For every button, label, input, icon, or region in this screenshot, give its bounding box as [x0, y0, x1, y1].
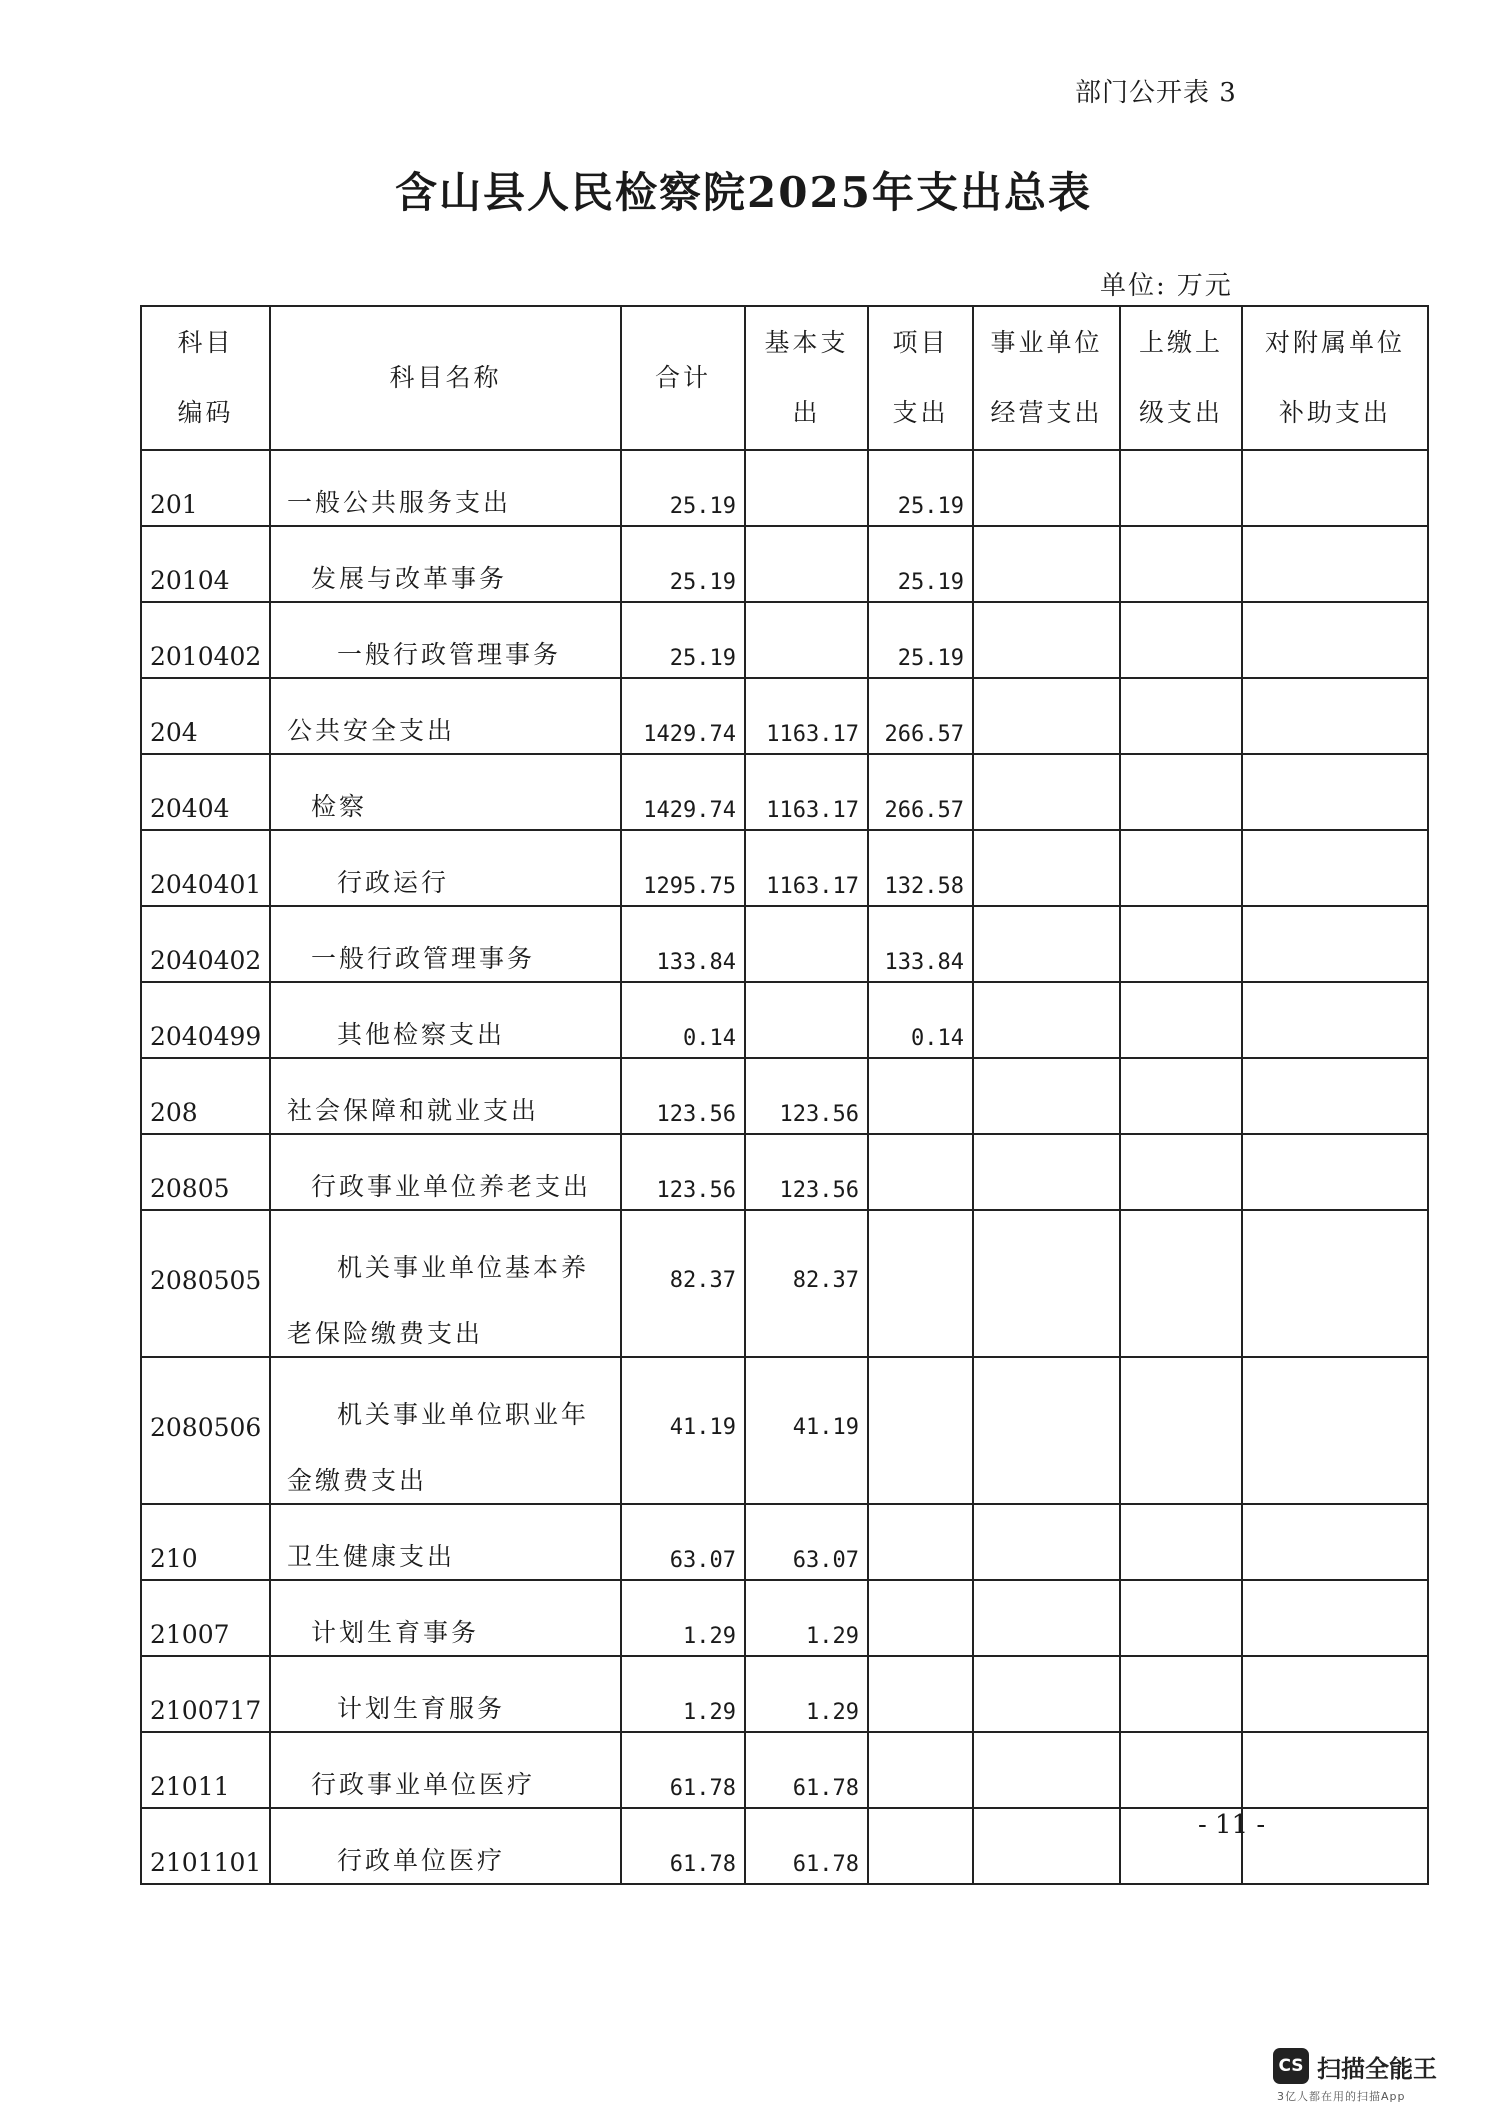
row-basic	[745, 526, 868, 602]
row-name: 公共安全支出	[270, 678, 621, 754]
row-code: 21011	[141, 1732, 270, 1808]
row-code: 210	[141, 1504, 270, 1580]
row-upper	[1120, 1210, 1242, 1357]
row-name: 其他检察支出	[270, 982, 621, 1058]
row-subsidy	[1242, 830, 1428, 906]
row-subsidy	[1242, 906, 1428, 982]
row-project	[868, 1058, 973, 1134]
row-business	[973, 1656, 1120, 1732]
table-row	[141, 1656, 1428, 1732]
row-total: 1295.75	[621, 830, 745, 906]
row-subsidy	[1242, 678, 1428, 754]
row-business	[973, 1580, 1120, 1656]
row-total: 1.29	[621, 1656, 745, 1732]
row-name: 发展与改革事务	[270, 526, 621, 602]
row-basic: 41.19	[745, 1357, 868, 1504]
document-title: 含山县人民检察院2025年支出总表	[395, 168, 1092, 217]
row-code: 2040401	[141, 830, 270, 906]
unit-caption: 单位:	[1100, 271, 1167, 301]
row-code: 20404	[141, 754, 270, 830]
table-header-row	[141, 306, 1428, 450]
row-total: 1429.74	[621, 754, 745, 830]
row-business	[973, 754, 1120, 830]
header-business: 事业单位 经营支出	[973, 306, 1120, 450]
table-row	[141, 450, 1428, 526]
row-project	[868, 1656, 973, 1732]
row-upper	[1120, 906, 1242, 982]
row-business	[973, 1504, 1120, 1580]
row-code: 2080505	[141, 1210, 270, 1357]
table-row	[141, 1732, 1428, 1808]
row-name: 计划生育事务	[270, 1580, 621, 1656]
row-total: 61.78	[621, 1808, 745, 1884]
row-total: 0.14	[621, 982, 745, 1058]
row-project	[868, 1808, 973, 1884]
row-business	[973, 602, 1120, 678]
row-business	[973, 1058, 1120, 1134]
row-basic: 82.37	[745, 1210, 868, 1357]
row-basic: 61.78	[745, 1808, 868, 1884]
row-business	[973, 1732, 1120, 1808]
row-business	[973, 982, 1120, 1058]
camscanner-logo-icon: CS	[1273, 2048, 1309, 2084]
header-subsidy: 对附属单位 补助支出	[1242, 306, 1428, 450]
row-project: 133.84	[868, 906, 973, 982]
row-subsidy	[1242, 1656, 1428, 1732]
table-row	[141, 982, 1428, 1058]
row-project	[868, 1580, 973, 1656]
row-upper	[1120, 1058, 1242, 1134]
row-name	[270, 1210, 621, 1357]
row-project	[868, 1732, 973, 1808]
row-code: 2100717	[141, 1656, 270, 1732]
row-name: 社会保障和就业支出	[270, 1058, 621, 1134]
row-subsidy	[1242, 982, 1428, 1058]
row-business	[973, 1134, 1120, 1210]
row-total: 1429.74	[621, 678, 745, 754]
row-subsidy	[1242, 526, 1428, 602]
row-code: 21007	[141, 1580, 270, 1656]
row-basic	[745, 602, 868, 678]
table-row	[141, 678, 1428, 754]
watermark-name: 扫描全能王	[1317, 2054, 1437, 2083]
page-number: - 11 -	[1198, 1810, 1266, 1840]
row-project: 266.57	[868, 678, 973, 754]
row-name-line1: 机关事业单位基本养	[337, 1253, 590, 1282]
row-total: 82.37	[621, 1210, 745, 1357]
row-upper	[1120, 830, 1242, 906]
header-basic: 基本支 出	[745, 306, 868, 450]
row-code: 2040402	[141, 906, 270, 982]
row-code: 20104	[141, 526, 270, 602]
row-subsidy	[1242, 754, 1428, 830]
row-basic: 61.78	[745, 1732, 868, 1808]
row-upper	[1120, 1504, 1242, 1580]
unit-label	[1100, 265, 1233, 302]
row-upper	[1120, 1732, 1242, 1808]
header-project: 项目 支出	[868, 306, 973, 450]
row-name-line1: 机关事业单位职业年	[337, 1400, 590, 1429]
row-subsidy	[1242, 450, 1428, 526]
row-code: 2010402	[141, 602, 270, 678]
row-subsidy	[1242, 1504, 1428, 1580]
row-name: 一般行政管理事务	[270, 906, 621, 982]
row-total: 123.56	[621, 1134, 745, 1210]
row-total: 1.29	[621, 1580, 745, 1656]
row-total: 133.84	[621, 906, 745, 982]
row-project	[868, 1504, 973, 1580]
document-form-label: 部门公开表 3	[1075, 78, 1237, 108]
table-row	[141, 526, 1428, 602]
row-upper	[1120, 1357, 1242, 1504]
unit-value: 万元	[1176, 271, 1233, 301]
row-business	[973, 450, 1120, 526]
row-total: 61.78	[621, 1732, 745, 1808]
table-row	[141, 1134, 1428, 1210]
row-project	[868, 1210, 973, 1357]
row-name: 行政单位医疗	[270, 1808, 621, 1884]
row-name: 一般公共服务支出	[270, 450, 621, 526]
row-basic	[745, 450, 868, 526]
row-project	[868, 1134, 973, 1210]
row-subsidy	[1242, 1357, 1428, 1504]
row-upper	[1120, 1134, 1242, 1210]
row-basic: 123.56	[745, 1134, 868, 1210]
row-name	[270, 1357, 621, 1504]
row-name: 卫生健康支出	[270, 1504, 621, 1580]
row-basic: 1163.17	[745, 678, 868, 754]
row-code: 2101101	[141, 1808, 270, 1884]
table-row	[141, 906, 1428, 982]
row-code: 208	[141, 1058, 270, 1134]
row-total: 63.07	[621, 1504, 745, 1580]
row-basic: 1163.17	[745, 754, 868, 830]
row-project: 25.19	[868, 450, 973, 526]
row-upper	[1120, 1656, 1242, 1732]
row-code: 2080506	[141, 1357, 270, 1504]
row-code: 2040499	[141, 982, 270, 1058]
row-total: 123.56	[621, 1058, 745, 1134]
header-code: 科目 编码	[141, 306, 270, 450]
row-upper	[1120, 526, 1242, 602]
row-upper	[1120, 754, 1242, 830]
row-name: 一般行政管理事务	[270, 602, 621, 678]
row-basic	[745, 982, 868, 1058]
row-subsidy	[1242, 1580, 1428, 1656]
row-name: 计划生育服务	[270, 1656, 621, 1732]
row-business	[973, 1210, 1120, 1357]
row-name: 行政运行	[270, 830, 621, 906]
watermark-tagline: 3亿人都在用的扫描App	[1277, 2090, 1406, 2103]
row-upper	[1120, 982, 1242, 1058]
expenditure-table	[140, 305, 1429, 1885]
scanner-watermark	[1273, 2048, 1463, 2104]
table-row	[141, 754, 1428, 830]
row-upper	[1120, 1580, 1242, 1656]
row-subsidy	[1242, 1210, 1428, 1357]
row-project	[868, 1357, 973, 1504]
row-name: 行政事业单位养老支出	[270, 1134, 621, 1210]
row-project: 25.19	[868, 602, 973, 678]
row-business	[973, 1357, 1120, 1504]
table-row	[141, 1210, 1428, 1357]
row-total: 41.19	[621, 1357, 745, 1504]
row-name-line2: 金缴费支出	[287, 1466, 428, 1495]
row-code: 201	[141, 450, 270, 526]
row-upper	[1120, 678, 1242, 754]
row-subsidy	[1242, 1732, 1428, 1808]
row-business	[973, 830, 1120, 906]
row-project: 132.58	[868, 830, 973, 906]
row-subsidy	[1242, 1134, 1428, 1210]
row-subsidy	[1242, 1058, 1428, 1134]
row-business	[973, 906, 1120, 982]
row-total: 25.19	[621, 450, 745, 526]
row-total: 25.19	[621, 602, 745, 678]
row-name: 检察	[270, 754, 621, 830]
row-basic: 123.56	[745, 1058, 868, 1134]
table-row	[141, 1580, 1428, 1656]
row-business	[973, 526, 1120, 602]
row-basic: 1163.17	[745, 830, 868, 906]
row-subsidy	[1242, 1808, 1428, 1884]
row-code: 20805	[141, 1134, 270, 1210]
row-upper	[1120, 450, 1242, 526]
header-total: 合计	[621, 306, 745, 450]
row-business	[973, 1808, 1120, 1884]
row-name: 行政事业单位医疗	[270, 1732, 621, 1808]
table-row	[141, 830, 1428, 906]
table-row	[141, 602, 1428, 678]
row-code: 204	[141, 678, 270, 754]
row-name-line2: 老保险缴费支出	[287, 1319, 484, 1348]
row-total: 25.19	[621, 526, 745, 602]
row-project: 25.19	[868, 526, 973, 602]
row-upper	[1120, 602, 1242, 678]
table-row	[141, 1357, 1428, 1504]
row-basic	[745, 906, 868, 982]
table-row	[141, 1504, 1428, 1580]
header-name: 科目名称	[270, 306, 621, 450]
row-basic: 1.29	[745, 1580, 868, 1656]
row-basic: 63.07	[745, 1504, 868, 1580]
header-upper: 上缴上 级支出	[1120, 306, 1242, 450]
row-project: 266.57	[868, 754, 973, 830]
row-subsidy	[1242, 602, 1428, 678]
row-project: 0.14	[868, 982, 973, 1058]
row-business	[973, 678, 1120, 754]
row-basic: 1.29	[745, 1656, 868, 1732]
table-row	[141, 1058, 1428, 1134]
